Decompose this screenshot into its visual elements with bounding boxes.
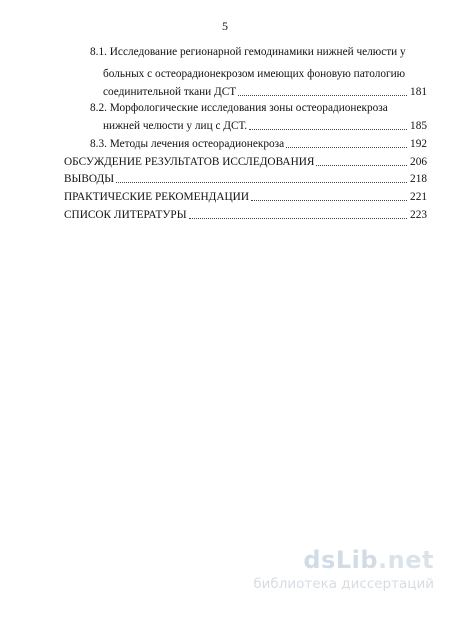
dot-leader bbox=[116, 182, 407, 183]
toc-entry-8-1-line-2: больных с остеорадионекрозом имеющих фоновую патологию bbox=[103, 68, 406, 80]
toc-page-number: 221 bbox=[410, 191, 427, 203]
toc-page-number: 192 bbox=[410, 138, 427, 150]
toc-entry-text: СПИСОК ЛИТЕРАТУРЫ bbox=[64, 209, 187, 221]
toc-page-number: 218 bbox=[410, 173, 427, 185]
toc-entry-discussion[interactable] bbox=[64, 155, 427, 169]
dot-leader bbox=[189, 218, 407, 219]
toc-entry-8-3[interactable] bbox=[90, 137, 427, 151]
toc-entry-8-1-line-1: 8.1. Исследование регионарной гемодинамики нижней челюсти у bbox=[90, 46, 406, 58]
toc-entry-text: нижней челюсти у лиц с ДСТ. bbox=[103, 120, 248, 132]
toc-page-number: 223 bbox=[410, 209, 427, 221]
dot-leader bbox=[286, 147, 407, 148]
watermark-logo-ds: ds bbox=[303, 546, 336, 574]
toc-entry-8-1-line-3[interactable] bbox=[103, 85, 427, 99]
toc-entry-text: 8.3. Методы лечения остеорадионекроза bbox=[90, 138, 285, 150]
toc-entry-recommendations[interactable] bbox=[64, 190, 427, 204]
toc-entry-conclusions[interactable] bbox=[64, 172, 427, 186]
toc-entry-text: соединительной ткани ДСТ bbox=[103, 86, 237, 98]
dot-leader bbox=[316, 165, 407, 166]
toc-entry-text: ОБСУЖДЕНИЕ РЕЗУЛЬТАТОВ ИССЛЕДОВАНИЯ bbox=[64, 156, 315, 168]
toc-page-number: 185 bbox=[410, 120, 427, 132]
watermark-logo-net: .net bbox=[378, 546, 434, 574]
watermark-logo bbox=[253, 546, 434, 574]
dot-leader bbox=[238, 95, 407, 96]
toc-entry-8-2-line-1: 8.2. Морфологические исследования зоны остеорадионекроза bbox=[90, 102, 388, 114]
watermark bbox=[253, 546, 434, 592]
toc-entry-text: ПРАКТИЧЕСКИЕ РЕКОМЕНДАЦИИ bbox=[64, 191, 249, 203]
toc-entry-8-2-line-2[interactable] bbox=[103, 119, 427, 133]
toc-page-number: 181 bbox=[410, 86, 427, 98]
toc-entry-text: ВЫВОДЫ bbox=[64, 173, 115, 185]
watermark-logo-lib: Lib bbox=[335, 546, 379, 574]
dot-leader bbox=[249, 129, 407, 130]
page-number: 5 bbox=[222, 19, 228, 33]
toc-page-number: 206 bbox=[410, 156, 427, 168]
watermark-subtitle: библиотека диссертаций bbox=[253, 576, 434, 592]
dot-leader bbox=[251, 200, 407, 201]
toc-entry-references[interactable] bbox=[64, 208, 427, 222]
